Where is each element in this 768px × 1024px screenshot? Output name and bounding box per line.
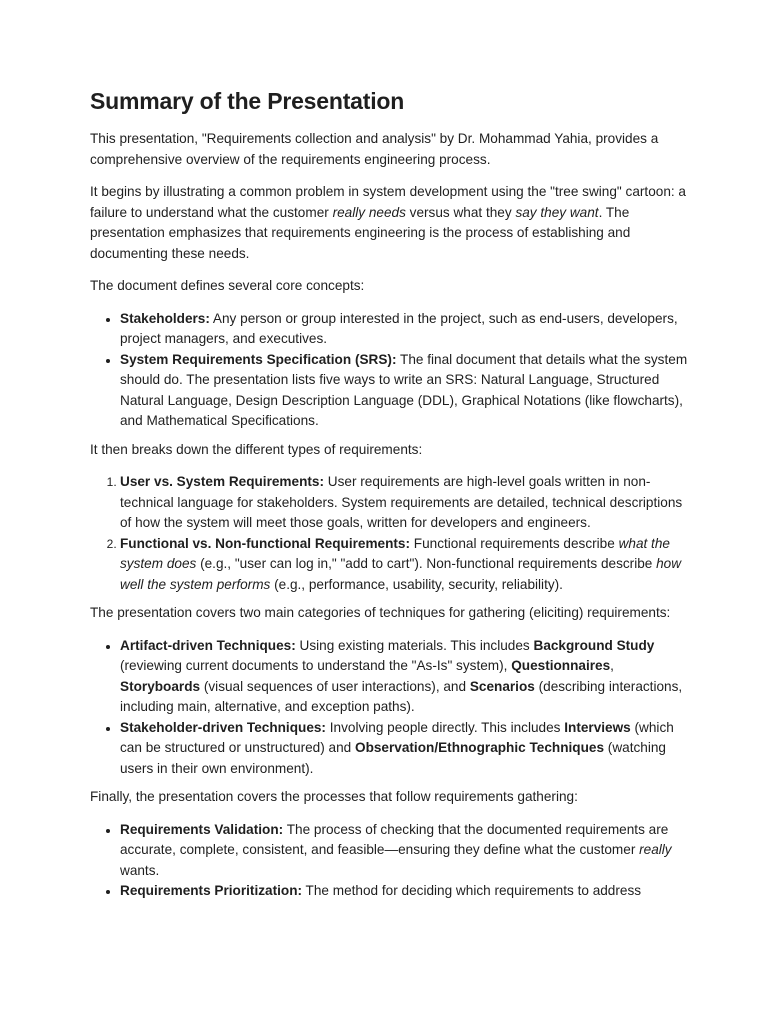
list-item-validation — [120, 820, 690, 882]
italic-really: really — [639, 842, 672, 857]
desc-functional-3: (e.g., performance, usability, security, reliability). — [270, 576, 563, 592]
cartoon-text-3: . The presentation emphasizes that requirements engineering is the process of establishing and documenting these needs. — [90, 204, 631, 261]
artifact-text-1: Using existing materials. This includes — [295, 637, 534, 653]
artifact-text-5: (describing interactions, including main, alternative, and exception paths). — [120, 678, 683, 714]
desc-user-vs-system: User requirements are high-level goals written in non-technical language for stakeholders. System requirements are detailed, technical descriptions of how the system will meet those goals, written for developers and engineers. — [120, 474, 683, 530]
list-item-srs — [120, 350, 690, 432]
validation-text-2: wants. — [120, 862, 160, 878]
validation-text-1: The process of checking that the documented requirements are accurate, complete, consistent, and feasible—ensuring they define what the customer — [120, 821, 669, 857]
concepts-intro: The document defines several core concepts: — [90, 278, 365, 293]
term-validation: Requirements Validation: — [120, 821, 284, 837]
desc-functional-1: Functional requirements describe — [410, 535, 619, 551]
stakeholder-text-3: (watching users in their own environment). — [120, 740, 666, 776]
document-page — [90, 88, 690, 910]
term-artifact-driven: Artifact-driven Techniques: — [120, 637, 296, 653]
artifact-text-4: (visual sequences of user interactions), and — [200, 678, 470, 694]
list-item-prioritization — [120, 881, 690, 902]
list-item-stakeholders — [120, 309, 690, 350]
bold-scenarios: Scenarios — [469, 678, 535, 694]
processes-list — [90, 820, 690, 902]
cartoon-paragraph — [90, 182, 690, 264]
intro-paragraph: This presentation, "Requirements collection and analysis" by Dr. Mohammad Yahia, provides a comprehensive overview of the requirements engineering process. — [90, 131, 659, 167]
term-user-vs-system: User vs. System Requirements: — [120, 474, 324, 489]
bold-interviews: Interviews — [564, 719, 631, 735]
cartoon-text-2: versus what they — [405, 204, 516, 220]
italic-what-system-does: what the system does — [120, 535, 670, 571]
desc-functional-2: (e.g., "user can log in," "add to cart"). Non-functional requirements describe — [196, 556, 657, 571]
term-srs: System Requirements Specification (SRS): — [120, 351, 397, 367]
term-prioritization: Requirements Prioritization: — [120, 883, 303, 898]
artifact-text-3: , — [610, 658, 614, 673]
artifact-text-2: (reviewing current documents to understand the "As-Is" system), — [120, 658, 512, 673]
types-list — [90, 472, 690, 595]
cartoon-italic-say-they-want: say they want — [515, 204, 599, 220]
page-title: Summary of the Presentation — [90, 88, 405, 114]
concepts-list — [90, 309, 690, 432]
prioritization-text-1: The method for deciding which requirements to address — [302, 883, 642, 898]
techniques-list — [90, 636, 690, 780]
term-functional-vs-nonfunctional: Functional vs. Non-functional Requirements: — [120, 535, 411, 551]
stakeholder-text-2: (which can be structured or unstructured) and — [120, 719, 674, 755]
cartoon-text-1: It begins by illustrating a common problem in system development using the "tree swing" cartoon: a failure to understand what the customer — [90, 184, 686, 220]
italic-how-well: how well the system performs — [120, 556, 682, 592]
types-intro: It then breaks down the different types of requirements: — [90, 441, 423, 457]
list-item-functional-vs-nonfunctional — [120, 534, 690, 596]
bold-questionnaires: Questionnaires — [511, 658, 611, 673]
cartoon-italic-really-needs: really needs — [332, 204, 406, 220]
list-item-user-vs-system — [120, 472, 690, 534]
term-stakeholder-driven: Stakeholder-driven Techniques: — [120, 719, 326, 735]
term-stakeholders: Stakeholders: — [120, 310, 210, 326]
stakeholder-text-1: Involving people directly. This includes — [325, 719, 565, 735]
list-item-artifact-driven — [120, 636, 690, 718]
desc-srs: The final document that details what the system should do. The presentation lists five ways to write an SRS: Natural Language, Structured Natural Language, Design Description Language (DDL), Graphical Notations (like flowcharts), and Mathematical Specifications. — [120, 351, 688, 428]
desc-stakeholders: Any person or group interested in the project, such as end-users, developers, project managers, and executives. — [120, 310, 678, 346]
bold-storyboards: Storyboards — [120, 678, 201, 694]
bold-observation: Observation/Ethnographic Techniques — [355, 740, 605, 755]
processes-intro: Finally, the presentation covers the processes that follow requirements gathering: — [90, 789, 578, 804]
bold-background-study: Background Study — [533, 637, 655, 653]
techniques-intro: The presentation covers two main categories of techniques for gathering (eliciting) requirements: — [90, 605, 671, 620]
list-item-stakeholder-driven — [120, 718, 690, 780]
